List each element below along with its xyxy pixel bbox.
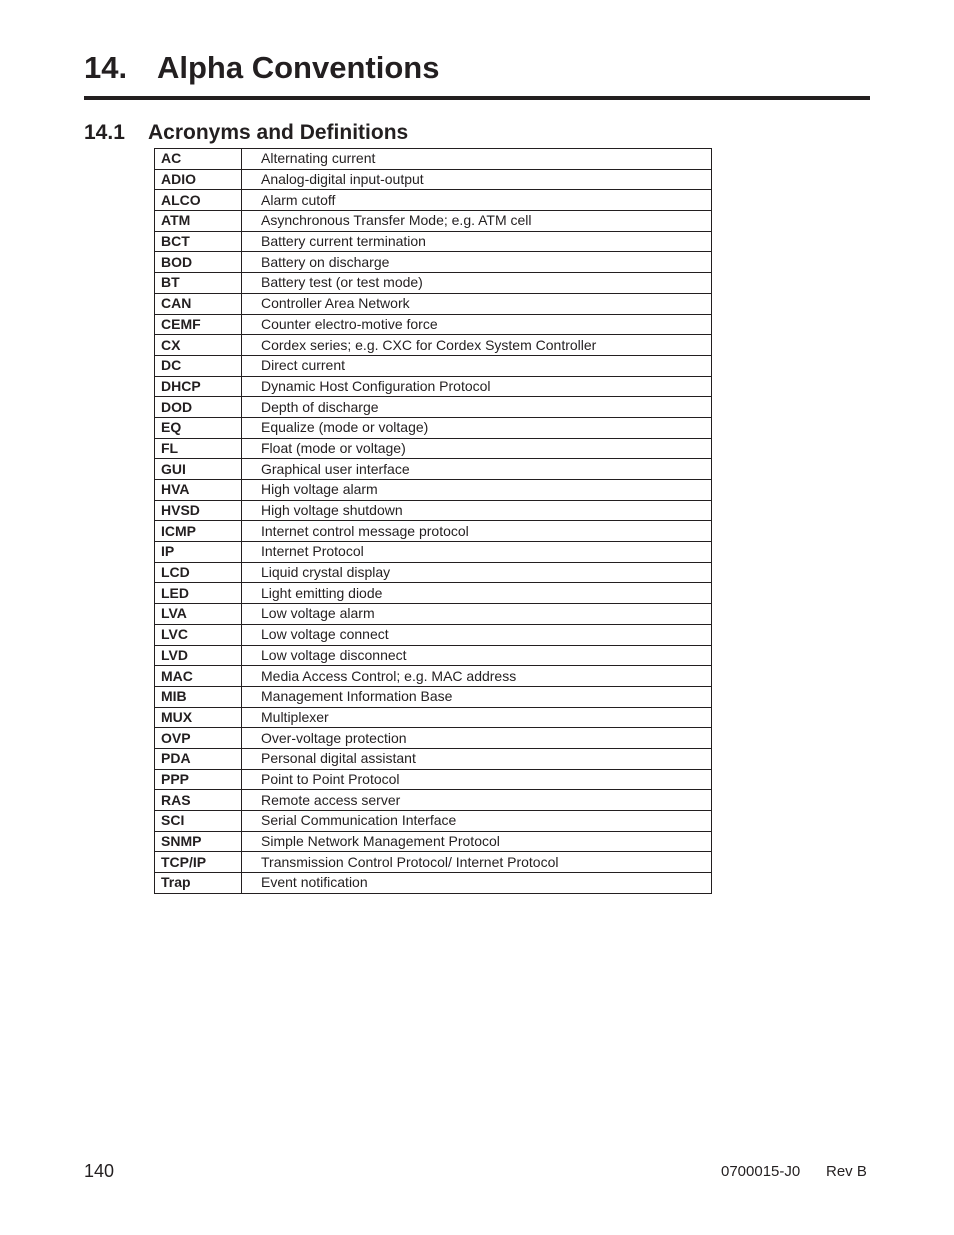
acronyms-table: [154, 148, 712, 894]
page-number: 140: [84, 1161, 115, 1181]
acronyms-table-body: [155, 149, 712, 894]
table-row: [155, 852, 712, 873]
section-title: [84, 119, 408, 147]
table-row: [155, 645, 712, 666]
table-row: [155, 542, 712, 563]
table-row: [155, 190, 712, 211]
definition-cell: Battery on discharge: [242, 252, 712, 273]
definition-cell: High voltage alarm: [242, 480, 712, 501]
definition-cell: Light emitting diode: [242, 583, 712, 604]
definition-cell: Remote access server: [242, 790, 712, 811]
acronym-cell: HVSD: [155, 500, 242, 521]
acronym-cell: CAN: [155, 293, 242, 314]
table-row: [155, 355, 712, 376]
table-row: [155, 397, 712, 418]
definition-cell: Point to Point Protocol: [242, 769, 712, 790]
acronym-cell: SCI: [155, 811, 242, 832]
table-row: [155, 686, 712, 707]
acronym-cell: MAC: [155, 666, 242, 687]
definition-cell: Low voltage alarm: [242, 604, 712, 625]
acronym-cell: PPP: [155, 769, 242, 790]
definition-cell: Alternating current: [242, 149, 712, 170]
table-row: [155, 831, 712, 852]
acronym-cell: BOD: [155, 252, 242, 273]
chapter-title: [84, 48, 439, 88]
definition-cell: Battery test (or test mode): [242, 273, 712, 294]
table-row: [155, 873, 712, 894]
table-row: [155, 417, 712, 438]
acronym-cell: ICMP: [155, 521, 242, 542]
definition-cell: Analog-digital input-output: [242, 169, 712, 190]
definition-cell: Counter electro-motive force: [242, 314, 712, 335]
acronym-cell: DC: [155, 355, 242, 376]
table-row: [155, 500, 712, 521]
acronym-cell: CEMF: [155, 314, 242, 335]
acronym-cell: HVA: [155, 480, 242, 501]
acronym-cell: AC: [155, 149, 242, 170]
definition-cell: Liquid crystal display: [242, 562, 712, 583]
definition-cell: Float (mode or voltage): [242, 438, 712, 459]
acronym-cell: GUI: [155, 459, 242, 480]
table-row: [155, 811, 712, 832]
table-row: [155, 748, 712, 769]
definition-cell: Controller Area Network: [242, 293, 712, 314]
acronym-cell: EQ: [155, 417, 242, 438]
table-row: [155, 480, 712, 501]
table-row: [155, 169, 712, 190]
table-row: [155, 521, 712, 542]
definition-cell: Multiplexer: [242, 707, 712, 728]
acronym-cell: DHCP: [155, 376, 242, 397]
definition-cell: Low voltage connect: [242, 624, 712, 645]
table-row: [155, 728, 712, 749]
acronym-cell: LED: [155, 583, 242, 604]
table-row: [155, 769, 712, 790]
acronym-cell: LCD: [155, 562, 242, 583]
table-row: [155, 293, 712, 314]
table-row: [155, 273, 712, 294]
acronym-cell: ADIO: [155, 169, 242, 190]
definition-cell: Internet Protocol: [242, 542, 712, 563]
table-row: [155, 562, 712, 583]
acronym-cell: MUX: [155, 707, 242, 728]
acronym-cell: BCT: [155, 231, 242, 252]
table-row: [155, 790, 712, 811]
definition-cell: Internet control message protocol: [242, 521, 712, 542]
definition-cell: Cordex series; e.g. CXC for Cordex System Controller: [242, 335, 712, 356]
section-number: 14.1: [84, 121, 125, 144]
definition-cell: Battery current termination: [242, 231, 712, 252]
definition-cell: Alarm cutoff: [242, 190, 712, 211]
definition-cell: Over-voltage protection: [242, 728, 712, 749]
definition-cell: Dynamic Host Configuration Protocol: [242, 376, 712, 397]
acronym-cell: OVP: [155, 728, 242, 749]
chapter-number: 14.: [84, 50, 128, 85]
acronym-cell: LVC: [155, 624, 242, 645]
acronym-cell: TCP/IP: [155, 852, 242, 873]
definition-cell: Personal digital assistant: [242, 748, 712, 769]
table-row: [155, 376, 712, 397]
definition-cell: Simple Network Management Protocol: [242, 831, 712, 852]
table-row: [155, 583, 712, 604]
acronym-cell: BT: [155, 273, 242, 294]
definition-cell: Event notification: [242, 873, 712, 894]
table-row: [155, 624, 712, 645]
acronym-cell: LVA: [155, 604, 242, 625]
table-row: [155, 314, 712, 335]
definition-cell: Direct current: [242, 355, 712, 376]
table-row: [155, 231, 712, 252]
acronym-cell: DOD: [155, 397, 242, 418]
acronym-cell: Trap: [155, 873, 242, 894]
document-id: 0700015-J0: [721, 1163, 801, 1180]
table-row: [155, 604, 712, 625]
acronym-cell: LVD: [155, 645, 242, 666]
section-title-text: Acronyms and Definitions: [148, 121, 409, 144]
definition-cell: Equalize (mode or voltage): [242, 417, 712, 438]
table-row: [155, 252, 712, 273]
definition-cell: Serial Communication Interface: [242, 811, 712, 832]
table-row: [155, 459, 712, 480]
definition-cell: Low voltage disconnect: [242, 645, 712, 666]
definition-cell: Asynchronous Transfer Mode; e.g. ATM cell: [242, 211, 712, 232]
definition-cell: High voltage shutdown: [242, 500, 712, 521]
chapter-title-text: Alpha Conventions: [157, 50, 440, 85]
acronym-cell: RAS: [155, 790, 242, 811]
definition-cell: Media Access Control; e.g. MAC address: [242, 666, 712, 687]
acronym-cell: CX: [155, 335, 242, 356]
table-row: [155, 438, 712, 459]
definition-cell: Transmission Control Protocol/ Internet Protocol: [242, 852, 712, 873]
table-row: [155, 149, 712, 170]
acronym-cell: ALCO: [155, 190, 242, 211]
acronym-cell: MIB: [155, 686, 242, 707]
table-row: [155, 707, 712, 728]
definition-cell: Graphical user interface: [242, 459, 712, 480]
table-row: [155, 666, 712, 687]
acronym-cell: IP: [155, 542, 242, 563]
document-revision: Rev B: [826, 1163, 867, 1180]
definition-cell: Depth of discharge: [242, 397, 712, 418]
table-row: [155, 211, 712, 232]
acronym-cell: PDA: [155, 748, 242, 769]
acronym-cell: ATM: [155, 211, 242, 232]
definition-cell: Management Information Base: [242, 686, 712, 707]
acronym-cell: SNMP: [155, 831, 242, 852]
table-row: [155, 335, 712, 356]
acronym-cell: FL: [155, 438, 242, 459]
chapter-divider: [84, 96, 870, 100]
